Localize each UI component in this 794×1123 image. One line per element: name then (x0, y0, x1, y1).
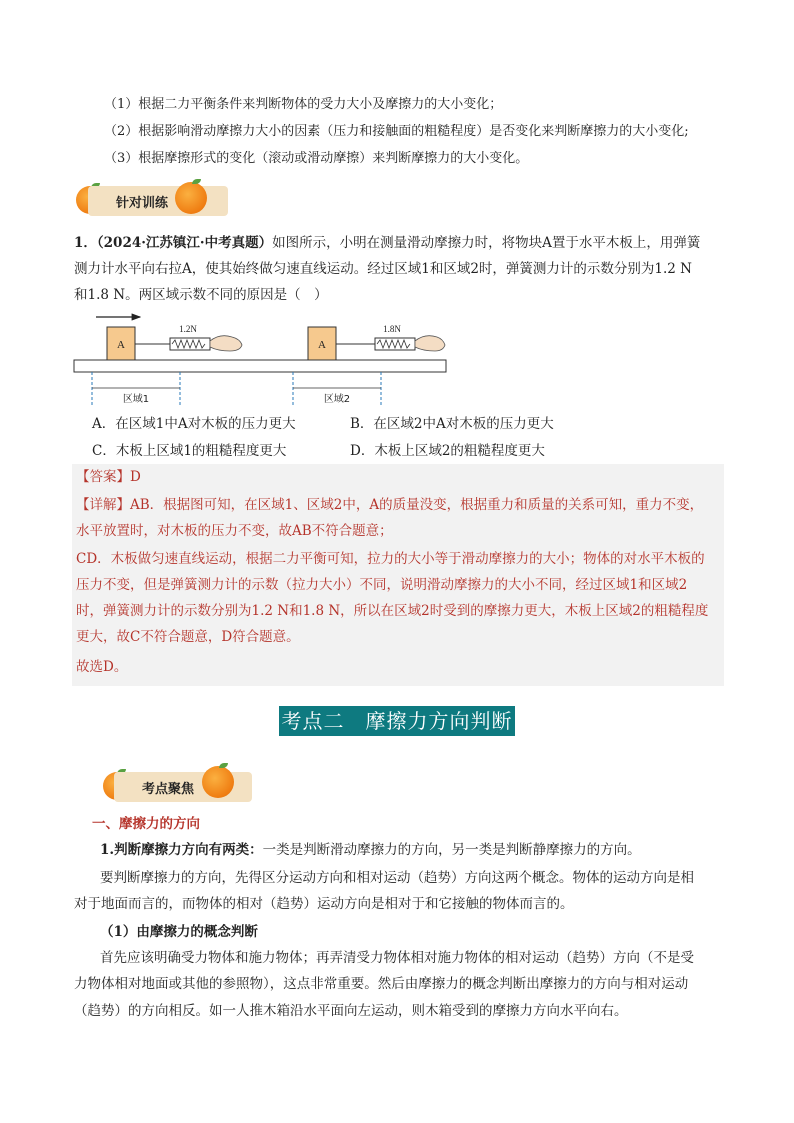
option-b: B．在区域2中A对木板的压力更大 (350, 416, 554, 432)
intro-line-3: （3）根据摩擦形式的变化（滚动或滑动摩擦）来判断摩擦力的大小变化。 (104, 151, 529, 166)
section-title: 考点二 摩擦力方向判断 (279, 706, 515, 736)
paragraph-1-lead: 1.判断摩擦力方向有两类： (100, 842, 263, 858)
subheading-concept: （1）由摩擦力的概念判断 (100, 924, 258, 940)
force-label-2: 1.8N (383, 324, 401, 334)
paragraph-3-line-3: （趋势）的方向相反。如一人推木箱沿水平面向左运动，则木箱受到的摩擦力方向水平向右。 (74, 1003, 628, 1019)
detail-label: 【详解】 (76, 497, 130, 513)
block-a-1-label: A (117, 339, 125, 351)
heading-friction-direction: 一、摩擦力的方向 (92, 816, 200, 832)
leaf-icon (192, 179, 201, 184)
detail-line-4: 压力不变，但是弹簧测力计的示数（拉力大小）不同，说明滑动摩擦力的大小不同，经过区域1和区域2 (76, 577, 688, 593)
intro-line-2: （2）根据影响滑动摩擦力大小的因素（压力和接触面的粗糙程度）是否变化来判断摩擦力的大小变化; (104, 124, 689, 139)
training-banner-label: 针对训练 (88, 186, 228, 216)
paragraph-1 (100, 838, 641, 862)
block-a-2-label: A (318, 339, 326, 351)
leaf-icon (219, 763, 228, 768)
paragraph-3-line-1: 首先应该明确受力物体和施力物体；再弄清受力物体相对施力物体的相对运动（趋势）方向（不是受 (100, 950, 694, 966)
focus-banner-label: 考点聚焦 (114, 772, 252, 802)
intro-line-1: （1）根据二力平衡条件来判断物体的受力大小及摩擦力的大小变化； (104, 97, 503, 112)
detail-line-1 (76, 492, 703, 518)
answer-line (76, 464, 141, 490)
detail-line-7: 故选D。 (76, 659, 128, 675)
detail-line-2: 水平放置时，对木板的压力不变，故AB不符合题意； (76, 523, 393, 539)
question-text-1: 如图所示，小明在测量滑动摩擦力时，将物块A置于水平木板上，用弹簧 (272, 235, 701, 251)
question-line-2: 测力计水平向右拉A，使其始终做匀速直线运动。经过区域1和区域2时，弹簧测力计的示数分别为1.2 N (74, 261, 692, 277)
paragraph-2-line-1: 要判断摩擦力的方向，先得区分运动方向和相对运动（趋势）方向这两个概念。物体的运动方向是相 (100, 870, 694, 886)
detail-line-3: CD．木板做匀速直线运动，根据二力平衡可知，拉力的大小等于滑动摩擦力的大小；物体的对水平木板的 (76, 551, 705, 567)
question-source: （2024·江苏镇江·中考真题） (96, 235, 273, 251)
detail-text-1: AB．根据图可知，在区域1、区域2中，A的质量没变，根据重力和质量的关系可知，重力不变， (130, 497, 704, 513)
answer-label: 【答案】 (76, 469, 130, 485)
force-label-1: 1.2N (179, 324, 197, 334)
answer-box (72, 464, 724, 686)
orange-icon (202, 766, 234, 798)
answer-value: D (130, 469, 141, 485)
orange-icon (175, 182, 207, 214)
wooden-board (74, 360, 446, 372)
option-c: C．木板上区域1的粗糙程度更大 (92, 443, 287, 459)
paragraph-3-line-2: 力物体相对地面或其他的参照物），这点非常重要。然后由摩擦力的概念判断出摩擦力的方向与相对运动 (74, 976, 689, 992)
zone-1-label: 区域1 (122, 394, 150, 405)
option-d: D．木板上区域2的粗糙程度更大 (350, 443, 545, 459)
detail-line-6: 更大，故C不符合题意，D符合题意。 (76, 629, 300, 645)
hand-icon-1 (210, 336, 242, 351)
paragraph-1-text: 一类是判断滑动摩擦力的方向，另一类是判断静摩擦力的方向。 (262, 842, 641, 858)
question-line-1 (74, 230, 700, 256)
hand-icon-2 (415, 336, 445, 351)
paragraph-2-line-2: 对于地面而言的，而物体的相对（趋势）运动方向是相对于和它接触的物体而言的。 (74, 896, 574, 912)
question-number: 1． (74, 235, 97, 251)
experiment-figure (70, 305, 450, 410)
detail-line-5: 时，弹簧测力计的示数分别为1.2 N和1.8 N，所以在区域2时受到的摩擦力更大，木板上区域2的粗糙程度 (76, 603, 709, 619)
zone-2-label: 区域2 (323, 394, 351, 405)
option-a: A．在区域1中A对木板的压力更大 (92, 416, 296, 432)
question-line-3: 和1.8 N。两区域示数不同的原因是（ ） (74, 287, 328, 303)
